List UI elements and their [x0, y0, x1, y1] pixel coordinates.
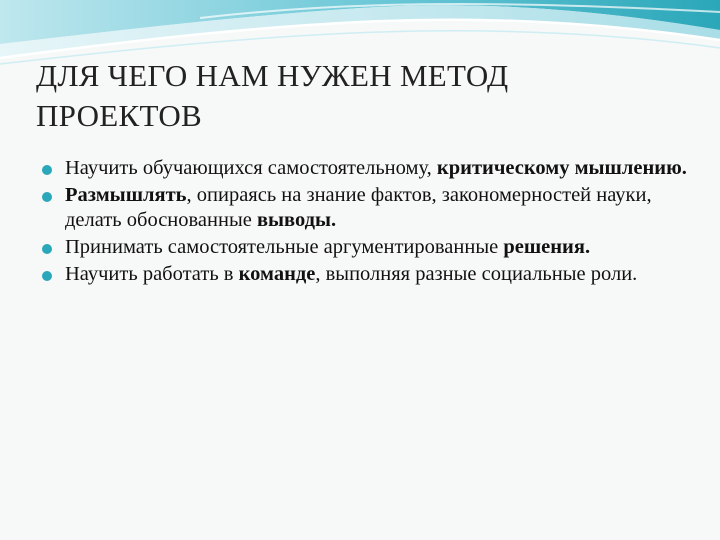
bullet-text: , выполняя разные социальные роли. [315, 263, 638, 285]
slide-title-line1: ДЛЯ ЧЕГО НАМ НУЖЕН МЕТОД [36, 58, 509, 93]
bullet-text-bold: команде [238, 263, 316, 285]
bullet-item [42, 156, 692, 181]
bullet-text-bold: Размышлять [65, 184, 187, 206]
bullet-text-bold: критическому мышлению. [436, 157, 687, 179]
bullet-dot-icon [42, 192, 52, 202]
bullet-text-bold: решения. [503, 236, 591, 258]
bullet-dot-icon [42, 244, 52, 254]
bullet-dot-icon [42, 165, 52, 175]
bullet-item [42, 235, 692, 260]
slide-title-line2: ПРОЕКТОВ [36, 98, 202, 133]
bullet-dot-icon [42, 271, 52, 281]
bullet-item [42, 262, 692, 287]
bullet-text: Научить обучающихся самостоятельному, [65, 157, 437, 179]
bullet-text: Принимать самостоятельные аргументированные [65, 236, 504, 258]
bullet-text-bold: выводы. [256, 209, 337, 231]
bullet-item [42, 183, 692, 233]
slide-title [36, 56, 676, 136]
bullet-text: Научить работать в [65, 263, 239, 285]
bullet-list [42, 156, 692, 289]
bullet-text: , опираясь на знание фактов, закономерностей науки, делать обоснованные [65, 184, 652, 231]
